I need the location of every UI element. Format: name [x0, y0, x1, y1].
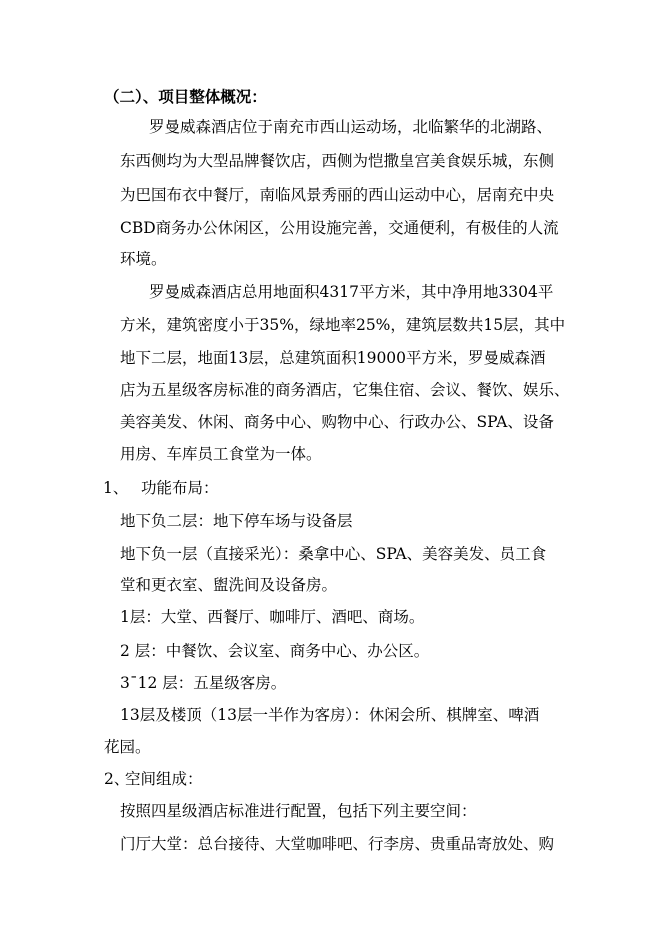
list-line: 13层及楼顶（13层一半作为客房）：休闲会所、棋牌室、啤酒 [120, 706, 540, 724]
list-line: 花园。 [104, 738, 151, 756]
list-line: 门厅大堂：总台接待、大堂咖啡吧、行李房、贵重品寄放处、购 [120, 835, 555, 853]
paragraph-line: 方米，建筑密度小于35%，绿地率25%，建筑层数共15层，其中 [120, 316, 566, 334]
paragraph-line: 环境。 [120, 250, 167, 268]
list-line: 2 层：中餐饮、会议室、商务中心、办公区。 [120, 642, 430, 660]
section-title: 功能布局： [141, 479, 219, 497]
paragraph-line: 地下二层，地面13层，总建筑面积19000平方米，罗曼威森酒 [120, 349, 546, 367]
list-line: 1层：大堂、西餐厅、咖啡厅、酒吧、商场。 [120, 608, 425, 626]
list-line: 地下负二层：地下停车场与设备层 [120, 512, 353, 530]
list-line: 堂和更衣室、盥洗间及设备房。 [120, 576, 338, 594]
section-number: 1、 [103, 479, 129, 497]
paragraph-line: 用房、车库员工食堂为一体。 [120, 445, 322, 463]
section-title: 空间组成： [125, 770, 203, 788]
section-number: 2、 [104, 770, 130, 788]
list-line: 按照四星级酒店标准进行配置，包括下列主要空间： [120, 802, 477, 820]
paragraph-line: 为巴国布衣中餐厅，南临风景秀丽的西山运动中心，居南充中央 [120, 186, 555, 204]
list-line: 3¯12 层：五星级客房。 [120, 674, 287, 692]
paragraph-line: 美容美发、休闲、商务中心、购物中心、行政办公、SPA、设备 [120, 413, 554, 431]
paragraph-line: CBD商务办公休闲区，公用设施完善，交通便利，有极佳的人流 [120, 219, 559, 237]
paragraph-line: 店为五星级客房标准的商务酒店，它集住宿、会议、餐饮、娱乐、 [120, 381, 570, 399]
paragraph-line: 东西侧均为大型品牌餐饮店，西侧为恺撒皇宫美食娱乐城，东侧 [120, 152, 555, 170]
list-line: 地下负一层（直接采光）：桑拿中心、SPA、美容美发、员工食 [120, 545, 547, 563]
paragraph-line: 罗曼威森酒店总用地面积4317平方米，其中净用地3304平 [149, 283, 554, 301]
paragraph-line: 罗曼威森酒店位于南充市西山运动场，北临繁华的北湖路、 [149, 118, 553, 136]
section-heading: （二）、项目整体概况： [104, 87, 267, 106]
